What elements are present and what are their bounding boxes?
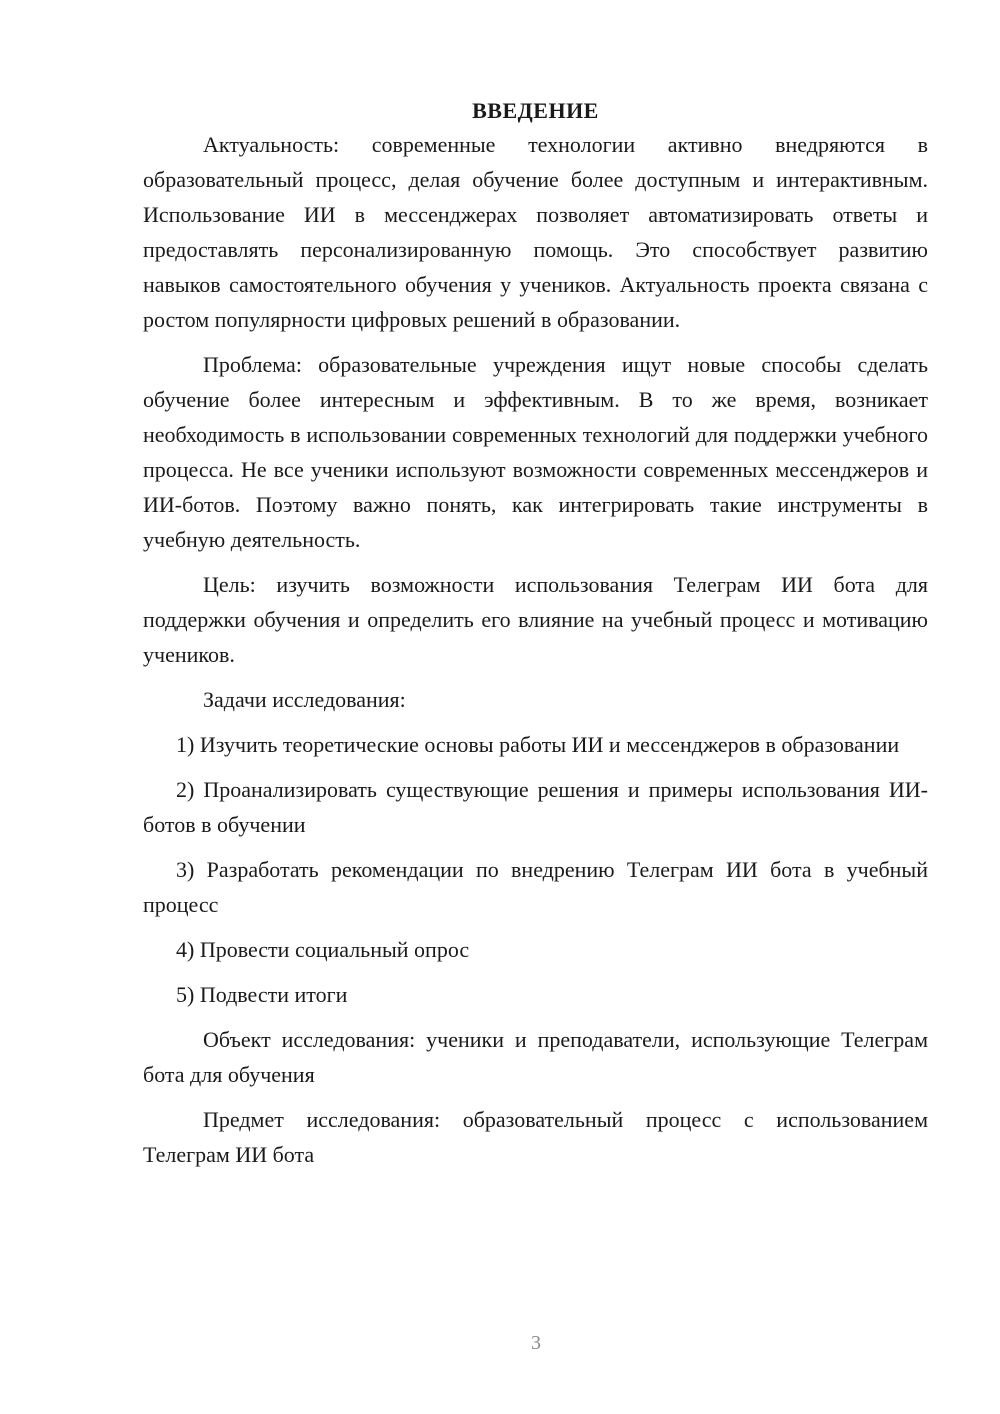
task-item-1: 1) Изучить теоретические основы работы ИИ и мессенджеров в образовании [176, 732, 900, 757]
section-title: ВВЕДЕНИЕ [472, 98, 599, 123]
task-item-2: 2) Проанализировать существующие решения и примеры использования ИИ-ботов в обучении [143, 777, 928, 837]
goal-paragraph: Цель: изучить возможности использования Телеграм ИИ бота для поддержки обучения и определить его влияние на учебный процесс и мотивацию учеников. [143, 572, 928, 667]
page-content [143, 95, 928, 1182]
object-paragraph: Объект исследования: ученики и преподаватели, использующие Телеграм бота для обучения [143, 1027, 928, 1087]
subject-paragraph: Предмет исследования: образовательный процесс с использованием Телеграм ИИ бота [143, 1107, 928, 1167]
task-item-3: 3) Разработать рекомендации по внедрению Телеграм ИИ бота в учебный процесс [143, 857, 928, 917]
task-item-4: 4) Провести социальный опрос [176, 937, 470, 962]
task-item-5: 5) Подвести итоги [176, 982, 348, 1007]
tasks-list [143, 727, 928, 1012]
page-number: 3 [531, 1332, 541, 1354]
tasks-heading: Задачи исследования: [203, 687, 406, 712]
problem-paragraph: Проблема: образовательные учреждения ищут новые способы сделать обучение более интересным и эффективным. В то же время, возникает необходимость в использовании современных технологий для поддержки учебного процесса. Не все ученики используют возможности современных мессенджеров и ИИ-ботов. Поэтому важно понять, как интегрировать такие инструменты в учебную деятельность. [143, 352, 928, 552]
relevance-paragraph: Актуальность: современные технологии активно внедряются в образовательный процесс, делая обучение более доступным и интерактивным. Использование ИИ в мессенджерах позволяет автоматизировать ответы и предоставлять персонализированную помощь. Это способствует развитию навыков самостоятельного обучения у учеников. Актуальность проекта связана с ростом популярности цифровых решений в образовании. [143, 132, 928, 332]
